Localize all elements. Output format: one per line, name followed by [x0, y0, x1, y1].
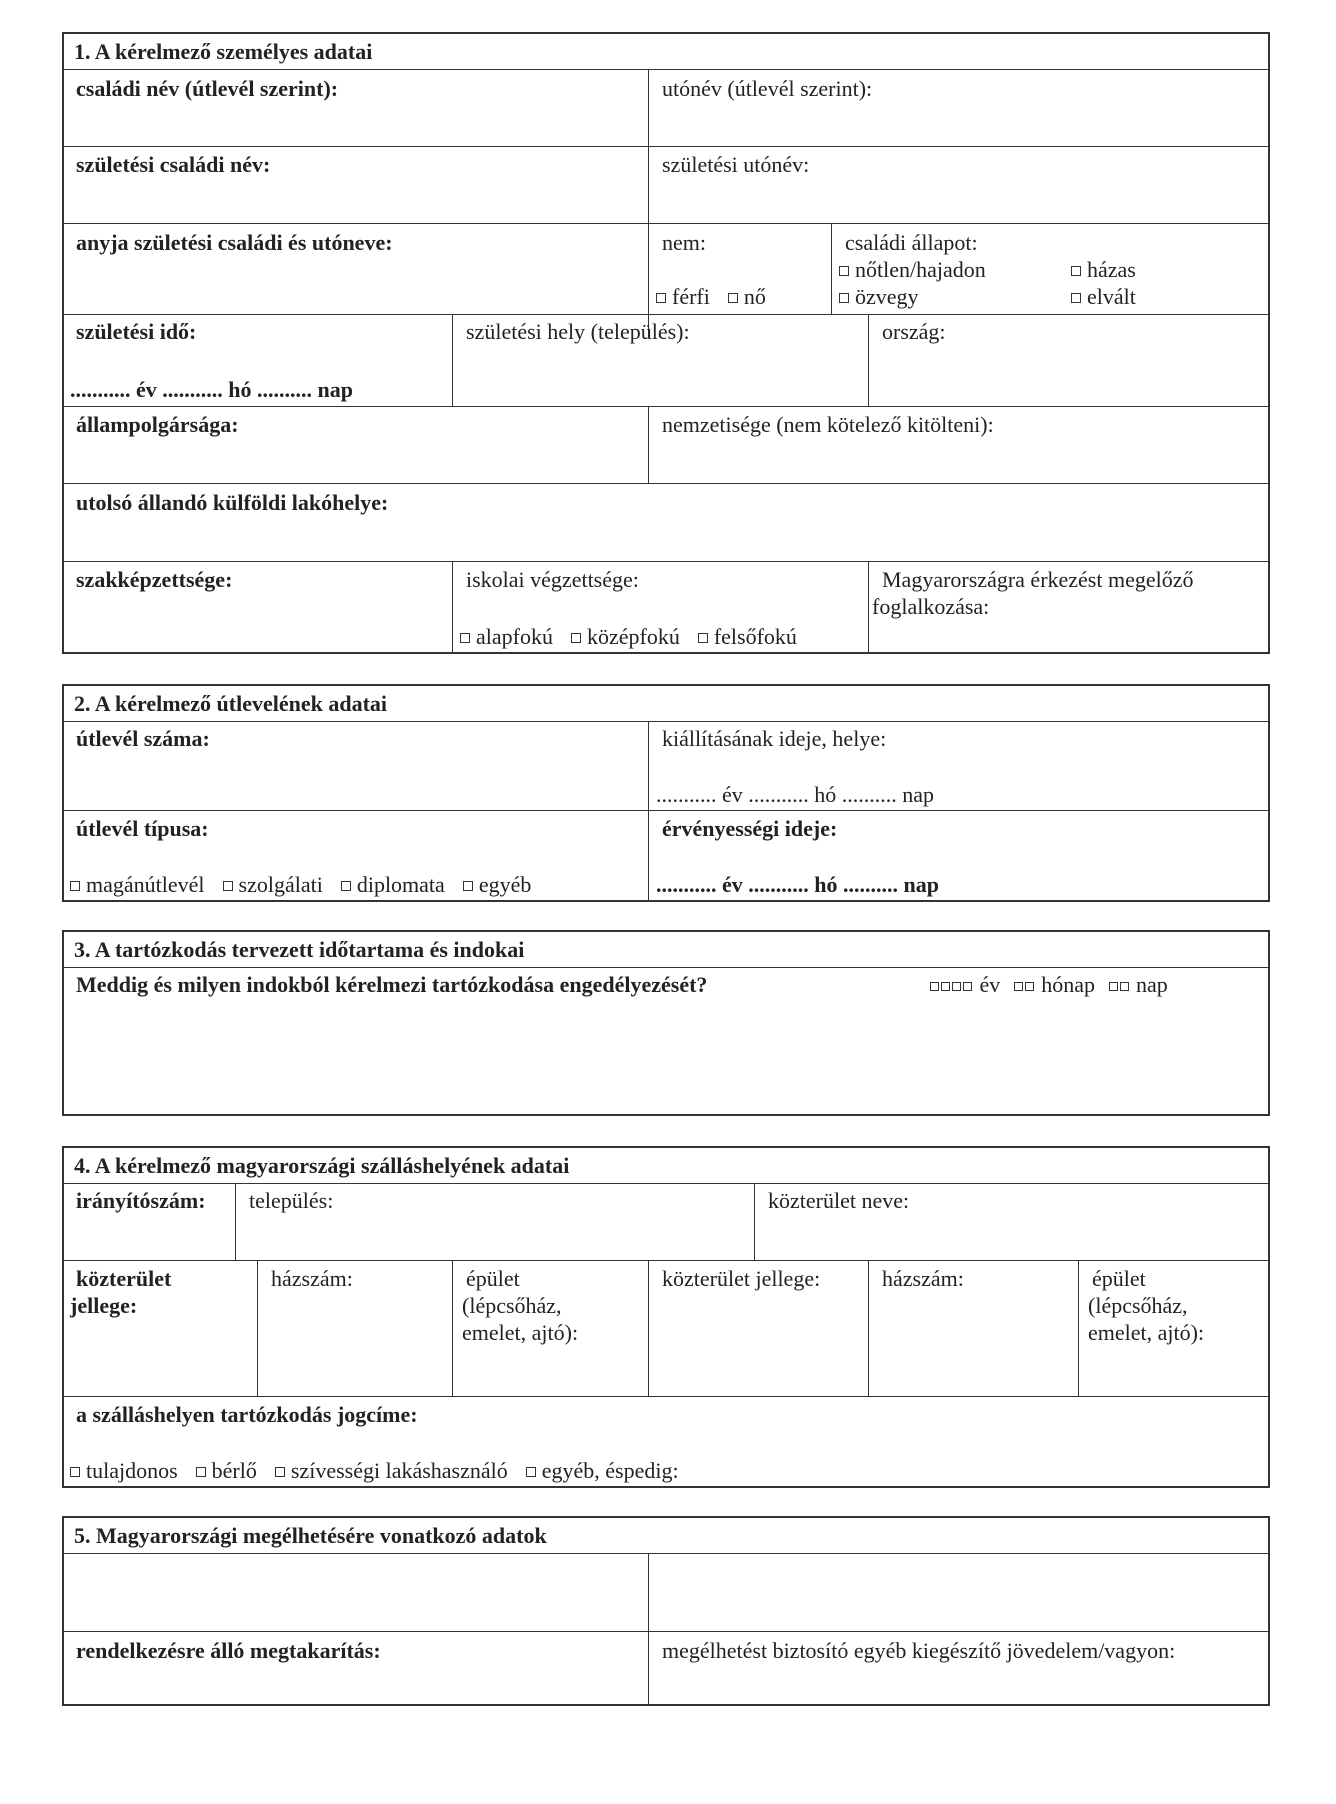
divider — [64, 1631, 1268, 1632]
sex-male-checkbox[interactable] — [656, 293, 666, 303]
building-label-b-2: (lépcsőház, — [1088, 1293, 1188, 1318]
marital-status-label: családi állapot: — [845, 230, 978, 255]
birth-family-name-label: születési családi név: — [76, 152, 271, 177]
divider — [64, 967, 1268, 968]
settlement-field[interactable] — [237, 1216, 753, 1258]
marital-option-married: házas — [1071, 257, 1136, 283]
given-name-field[interactable] — [650, 104, 1268, 144]
section-accommodation — [62, 1146, 1270, 1488]
mother-name-field[interactable] — [64, 258, 648, 312]
passport-number-label: útlevél száma: — [76, 726, 210, 751]
savings-label: rendelkezésre álló megtakarítás: — [76, 1638, 381, 1663]
settlement-label: település: — [249, 1188, 334, 1213]
divider — [64, 1553, 1268, 1554]
opt-tenant-checkbox[interactable] — [196, 1467, 206, 1477]
last-residence-label: utolsó állandó külföldi lakóhelye: — [76, 490, 389, 515]
edu-secondary-checkbox[interactable] — [571, 633, 581, 643]
type-private-checkbox[interactable] — [70, 881, 80, 891]
education-label: iskolai végzettsége: — [466, 567, 639, 592]
divider — [1078, 1260, 1079, 1396]
passport-number-field[interactable] — [64, 754, 648, 806]
birth-given-name-field[interactable] — [650, 180, 1268, 220]
edu-basic-label: alapfokú — [476, 624, 553, 649]
divider — [831, 223, 832, 314]
section-stay-duration — [62, 930, 1270, 1116]
divider — [64, 721, 1268, 722]
divider — [754, 1183, 755, 1260]
mother-name-label: anyja születési családi és utóneve: — [76, 230, 393, 255]
birth-given-name-label: születési utónév: — [662, 152, 810, 177]
citizenship-label: állampolgársága: — [76, 412, 239, 437]
stay-reason-field[interactable] — [64, 1004, 1268, 1114]
street-type-label: közterület — [76, 1266, 172, 1291]
birth-place-label: születési hely (település): — [466, 319, 690, 344]
type-other-checkbox[interactable] — [463, 881, 473, 891]
nationality-label: nemzetisége (nem kötelező kitölteni): — [662, 412, 994, 437]
divider — [648, 69, 649, 337]
nationality-field[interactable] — [650, 440, 1268, 480]
edu-secondary-label: középfokú — [586, 624, 680, 649]
sex-options — [656, 284, 766, 310]
prev-occupation-label-2: foglalkozása: — [872, 594, 990, 619]
family-name-label: családi név (útlevél szerint): — [76, 76, 339, 101]
marital-divorced-checkbox[interactable] — [1071, 293, 1081, 303]
validity-label: érvényességi ideje: — [662, 816, 838, 841]
issue-label: kiállításának ideje, helye: — [662, 726, 887, 751]
marital-option-single: nőtlen/hajadon — [839, 257, 986, 283]
divider — [64, 406, 1268, 407]
building-label: épület — [466, 1266, 520, 1291]
country-label: ország: — [882, 319, 946, 344]
birth-place-field[interactable] — [454, 346, 866, 404]
marital-option-divorced: elvált — [1071, 284, 1136, 310]
unit-month: hónap — [1041, 972, 1096, 997]
sex-female-label: nő — [743, 284, 766, 309]
section-2-title: 2. A kérelmező útlevelének adatai — [74, 691, 388, 716]
marital-option-widowed: özvegy — [839, 284, 919, 310]
country-field[interactable] — [870, 346, 1268, 404]
divider — [64, 223, 1268, 224]
building-label-b-3: emelet, ajtó): — [1088, 1320, 1205, 1345]
building-label-2: (lépcsőház, — [462, 1293, 562, 1318]
education-options — [460, 624, 797, 650]
divider — [648, 1260, 649, 1396]
divider — [257, 1260, 258, 1396]
qualification-field[interactable] — [64, 594, 452, 652]
legal-title-label: a szálláshelyen tartózkodás jogcíme: — [76, 1402, 418, 1427]
divider — [868, 561, 869, 654]
validity-date-line[interactable]: ........... év ........... hó .......... nap — [656, 872, 939, 897]
year-digit-box[interactable] — [963, 982, 972, 991]
divider — [64, 146, 1268, 147]
year-digit-box[interactable] — [941, 982, 950, 991]
divider — [64, 1396, 1268, 1397]
street-name-field[interactable] — [756, 1216, 1268, 1258]
day-digit-box[interactable] — [1109, 982, 1118, 991]
prev-occupation-label: Magyarországra érkezést megelőző — [882, 567, 1194, 592]
given-name-label: utónév (útlevél szerint): — [662, 76, 873, 101]
street-type-label-full: közterület jellege: — [662, 1266, 821, 1291]
citizenship-field[interactable] — [64, 440, 648, 480]
birth-date-line[interactable]: ........... év ........... hó .......... nap — [70, 377, 353, 402]
divider — [868, 314, 869, 406]
day-digit-box[interactable] — [1120, 982, 1129, 991]
unit-day: nap — [1136, 972, 1168, 997]
section-personal-data — [62, 32, 1270, 654]
divider — [64, 69, 1268, 70]
opt-owner-checkbox[interactable] — [70, 1467, 80, 1477]
marital-single-checkbox[interactable] — [839, 266, 849, 276]
type-diplomatic-checkbox[interactable] — [341, 881, 351, 891]
birth-family-name-field[interactable] — [64, 180, 648, 220]
section-3-title: 3. A tartózkodás tervezett időtartama és indokai — [74, 937, 525, 962]
divider — [64, 483, 1268, 484]
street-name-label: közterület neve: — [768, 1188, 910, 1213]
divider — [648, 721, 649, 902]
divider — [235, 1183, 236, 1260]
building-label-b: épület — [1092, 1266, 1146, 1291]
marital-married-checkbox[interactable] — [1071, 266, 1081, 276]
last-residence-field[interactable] — [64, 518, 1268, 558]
divider — [64, 1260, 1268, 1261]
postcode-label: irányítószám: — [76, 1188, 206, 1213]
sex-label: nem: — [662, 230, 706, 255]
stay-question: Meddig és milyen indokból kérelmezi tartózkodása engedélyezését? — [76, 972, 708, 997]
edu-higher-label: felsőfokú — [713, 624, 797, 649]
section-5-title: 5. Magyarországi megélhetésére vonatkozó adatok — [74, 1523, 547, 1548]
birth-date-label: születési idő: — [76, 319, 197, 344]
edu-basic-checkbox[interactable] — [460, 633, 470, 643]
family-name-field[interactable] — [64, 104, 648, 144]
passport-type-options: magánútlevél szolgálati diplomata egyéb — [70, 872, 531, 898]
other-income-label: megélhetést biztosító egyéb kiegészítő jövedelem/vagyon: — [662, 1638, 1176, 1663]
divider — [648, 1553, 649, 1706]
qualification-label: szakképzettsége: — [76, 567, 233, 592]
year-digit-box[interactable] — [952, 982, 961, 991]
unit-year: év — [979, 972, 1001, 997]
house-number-label-2: házszám: — [882, 1266, 964, 1291]
divider — [64, 561, 1268, 562]
divider — [64, 810, 1268, 811]
issue-date-line[interactable]: ........... év ........... hó .......... nap — [656, 782, 935, 807]
month-digit-box[interactable] — [1025, 982, 1034, 991]
divider — [452, 1260, 453, 1396]
divider — [452, 314, 453, 406]
section-livelihood — [62, 1516, 1270, 1706]
edu-higher-checkbox[interactable] — [698, 633, 708, 643]
section-4-title: 4. A kérelmező magyarországi szálláshelyének adatai — [74, 1153, 570, 1178]
section-1-title: 1. A kérelmező személyes adatai — [74, 39, 373, 64]
building-label-3: emelet, ajtó): — [462, 1320, 579, 1345]
section-passport-data — [62, 684, 1270, 902]
livelihood-field-left[interactable] — [64, 1555, 648, 1629]
sex-female-checkbox[interactable] — [728, 293, 738, 303]
opt-favor-checkbox[interactable] — [275, 1467, 285, 1477]
sex-male-label: férfi — [672, 284, 710, 309]
livelihood-field-right[interactable] — [650, 1555, 1268, 1629]
marital-widowed-checkbox[interactable] — [839, 293, 849, 303]
divider — [64, 1183, 1268, 1184]
month-digit-box[interactable] — [1014, 982, 1023, 991]
duration-boxes — [930, 972, 1168, 998]
house-number-label: házszám: — [271, 1266, 353, 1291]
year-digit-box[interactable] — [930, 982, 939, 991]
divider — [452, 561, 453, 654]
opt-other-checkbox[interactable] — [526, 1467, 536, 1477]
type-service-checkbox[interactable] — [223, 881, 233, 891]
passport-type-label: útlevél típusa: — [76, 816, 209, 841]
divider — [868, 1260, 869, 1396]
divider — [64, 314, 1268, 315]
street-type-label-2: jellege: — [70, 1293, 138, 1318]
legal-title-options: tulajdonos bérlő szívességi lakáshasználó egyéb, éspedig: — [70, 1458, 679, 1484]
divider — [648, 406, 649, 483]
